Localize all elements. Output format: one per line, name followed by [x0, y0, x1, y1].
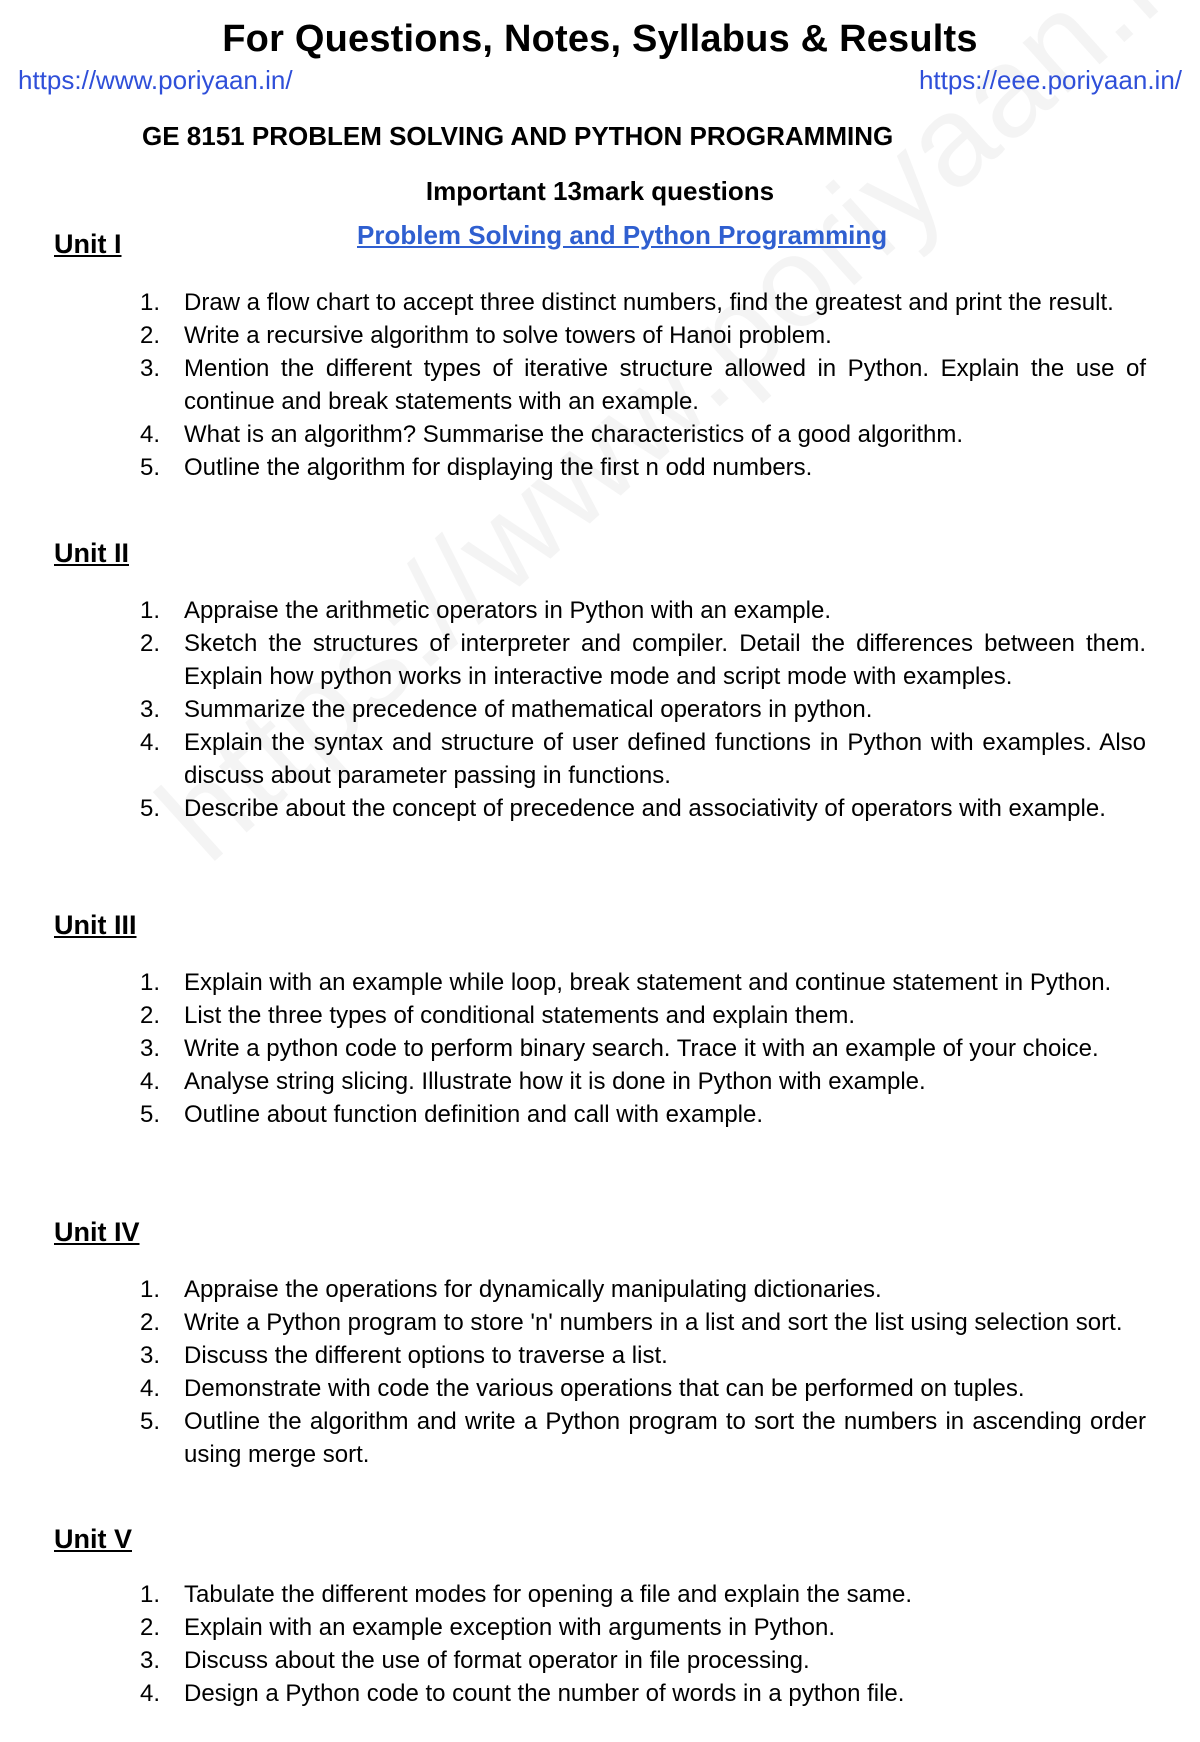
page-subtitle: Important 13mark questions [425, 176, 775, 206]
question-number: 1. [140, 289, 161, 316]
question-number: 4. [140, 1068, 161, 1095]
question-text: Write a recursive algorithm to solve towers of Hanoi problem. [184, 322, 832, 349]
question-item [0, 1578, 1200, 1611]
question-text: Describe about the concept of precedence and associativity of operators with example. [184, 795, 1106, 822]
question-number: 2. [140, 1309, 161, 1336]
question-item [0, 286, 1200, 319]
question-text: Outline the algorithm and write a Python program to sort the numbers in ascending order using merge sort. [184, 1408, 1146, 1468]
unit-5-question-list [0, 1578, 1200, 1710]
question-item [0, 418, 1200, 451]
question-text: Outline the algorithm for displaying the first n odd numbers. [184, 454, 813, 481]
unit-1-question-list [0, 286, 1200, 484]
question-number: 4. [140, 729, 161, 756]
question-text: Tabulate the different modes for opening a file and explain the same. [184, 1581, 913, 1608]
question-item [0, 1405, 1200, 1471]
question-text: Discuss about the use of format operator in file processing. [184, 1647, 810, 1674]
question-number: 3. [140, 355, 161, 382]
question-number: 5. [140, 1101, 161, 1128]
question-number: 1. [140, 1581, 161, 1608]
unit-2-question-list [0, 594, 1200, 825]
unit-4-question-list [0, 1273, 1200, 1471]
question-item [0, 1032, 1200, 1065]
question-number: 5. [140, 1408, 161, 1435]
question-item [0, 792, 1200, 825]
question-text: Appraise the arithmetic operators in Python with an example. [184, 597, 832, 624]
question-text: Mention the different types of iterative structure allowed in Python. Explain the use of continue and break statements with an example. [184, 355, 1146, 415]
question-item [0, 319, 1200, 352]
question-text: Explain with an example exception with arguments in Python. [184, 1614, 836, 1641]
question-text: Explain the syntax and structure of user defined functions in Python with examples. Also discuss about parameter passing in functions. [184, 729, 1146, 789]
unit-5-heading: Unit V [54, 1524, 132, 1554]
question-item [0, 1644, 1200, 1677]
question-text: Discuss the different options to traverse a list. [184, 1342, 668, 1369]
question-item [0, 594, 1200, 627]
unit-2-heading: Unit II [54, 538, 129, 568]
question-text: Draw a flow chart to accept three distinct numbers, find the greatest and print the result. [184, 289, 1114, 316]
unit-1-heading: Unit I [54, 229, 122, 259]
question-item [0, 1611, 1200, 1644]
question-item [0, 1372, 1200, 1405]
question-text: Write a Python program to store 'n' numbers in a list and sort the list using selection sort. [184, 1309, 1123, 1336]
question-text: What is an algorithm? Summarise the characteristics of a good algorithm. [184, 421, 964, 448]
question-item [0, 1339, 1200, 1372]
question-item [0, 1273, 1200, 1306]
question-text: Outline about function definition and call with example. [184, 1101, 764, 1128]
course-title: GE 8151 PROBLEM SOLVING AND PYTHON PROGRAMMING [142, 121, 894, 151]
poriyaan-home-link[interactable]: https://www.poriyaan.in/ [18, 65, 293, 95]
question-number: 4. [140, 1680, 161, 1707]
question-text: Summarize the precedence of mathematical operators in python. [184, 696, 873, 723]
question-text: Analyse string slicing. Illustrate how it is done in Python with example. [184, 1068, 926, 1095]
question-item [0, 693, 1200, 726]
page-banner: For Questions, Notes, Syllabus & Results [222, 18, 978, 60]
question-number: 2. [140, 1002, 161, 1029]
question-item [0, 999, 1200, 1032]
question-number: 3. [140, 696, 161, 723]
question-number: 4. [140, 421, 161, 448]
question-number: 2. [140, 630, 161, 657]
question-text: Demonstrate with code the various operations that can be performed on tuples. [184, 1375, 1025, 1402]
unit-4-heading: Unit IV [54, 1217, 140, 1247]
question-text: Appraise the operations for dynamically manipulating dictionaries. [184, 1276, 882, 1303]
question-item [0, 352, 1200, 418]
question-number: 5. [140, 454, 161, 481]
question-number: 2. [140, 1614, 161, 1641]
question-number: 1. [140, 1276, 161, 1303]
question-number: 3. [140, 1647, 161, 1674]
poriyaan-eee-link[interactable]: https://eee.poriyaan.in/ [918, 65, 1182, 95]
unit-3-question-list [0, 966, 1200, 1131]
question-item [0, 1098, 1200, 1131]
question-item [0, 451, 1200, 484]
question-number: 3. [140, 1342, 161, 1369]
question-item [0, 726, 1200, 792]
question-number: 3. [140, 1035, 161, 1062]
question-item [0, 966, 1200, 999]
question-number: 4. [140, 1375, 161, 1402]
question-number: 5. [140, 795, 161, 822]
question-text: Write a python code to perform binary search. Trace it with an example of your choice. [184, 1035, 1099, 1062]
question-number: 1. [140, 969, 161, 996]
question-number: 1. [140, 597, 161, 624]
question-item [0, 1065, 1200, 1098]
question-item [0, 1677, 1200, 1710]
question-item [0, 627, 1200, 693]
question-text: List the three types of conditional statements and explain them. [184, 1002, 856, 1029]
question-text: Sketch the structures of interpreter and compiler. Detail the differences between them. Explain how python works in interactive mode and script mode with examples. [184, 630, 1146, 690]
question-number: 2. [140, 322, 161, 349]
question-item [0, 1306, 1200, 1339]
subject-link[interactable]: Problem Solving and Python Programming [357, 220, 888, 250]
question-text: Design a Python code to count the number of words in a python file. [184, 1680, 905, 1707]
unit-3-heading: Unit III [54, 910, 137, 940]
question-text: Explain with an example while loop, break statement and continue statement in Python. [184, 969, 1112, 996]
